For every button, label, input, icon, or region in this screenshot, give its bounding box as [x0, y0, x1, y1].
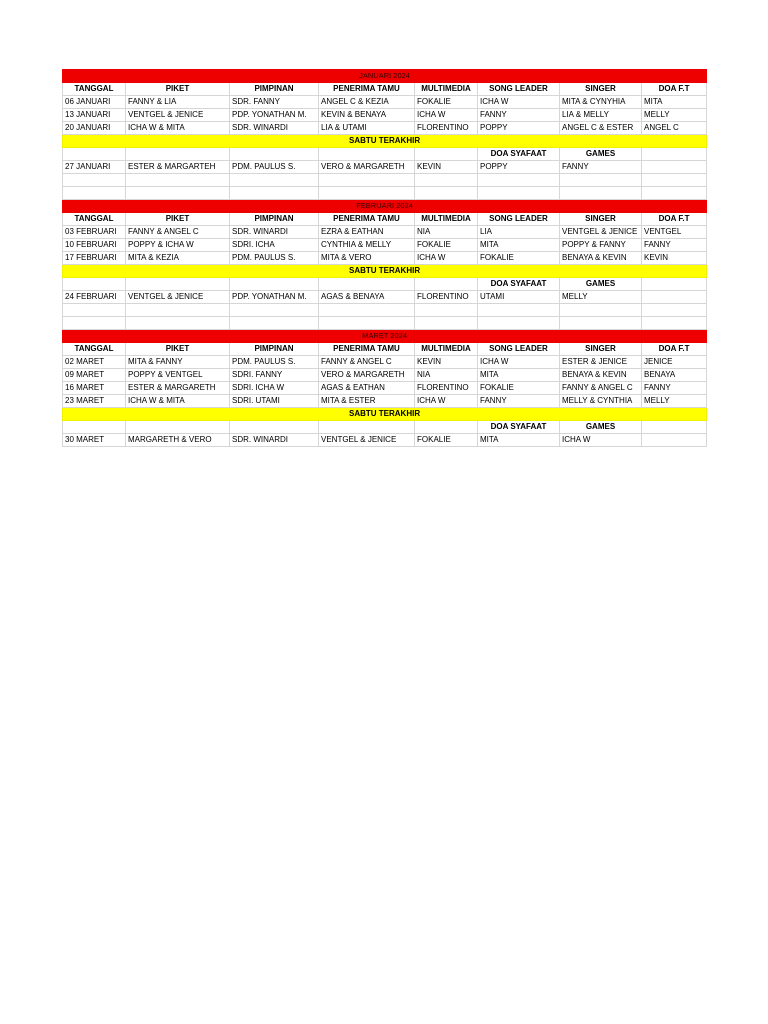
month-title: MARET 2024 — [63, 330, 707, 343]
pimpinan-cell: SDRI. ICHA — [230, 239, 319, 252]
column-header: MULTIMEDIA — [415, 343, 478, 356]
piket-cell: ESTER & MARGARTEH — [126, 161, 230, 174]
empty-cell — [126, 174, 230, 187]
penerima-tamu-cell: FANNY & ANGEL C — [319, 356, 415, 369]
empty-cell — [478, 174, 560, 187]
pimpinan-cell: PDP. YONATHAN M. — [230, 291, 319, 304]
empty-cell — [63, 148, 126, 161]
piket-cell: FANNY & ANGEL C — [126, 226, 230, 239]
empty-cell — [319, 317, 415, 330]
doa-ft-cell: MITA — [642, 96, 707, 109]
empty-cell — [63, 187, 126, 200]
empty-cell — [126, 187, 230, 200]
empty-cell — [319, 174, 415, 187]
penerima-tamu-cell: AGAS & BENAYA — [319, 291, 415, 304]
empty-cell — [319, 148, 415, 161]
column-header: PIKET — [126, 213, 230, 226]
pimpinan-cell: PDM. PAULUS S. — [230, 161, 319, 174]
column-header: SONG LEADER — [478, 343, 560, 356]
empty-cell — [642, 174, 707, 187]
empty-cell — [230, 317, 319, 330]
empty-cell — [126, 278, 230, 291]
column-header: SINGER — [560, 83, 642, 96]
song-leader-cell: LIA — [478, 226, 560, 239]
singer-cell: ICHA W — [560, 434, 642, 447]
penerima-tamu-cell: LIA & UTAMI — [319, 122, 415, 135]
empty-cell — [126, 148, 230, 161]
multimedia-cell: KEVIN — [415, 356, 478, 369]
singer-cell: MITA & CYNYHIA — [560, 96, 642, 109]
doa-ft-cell: KEVIN — [642, 252, 707, 265]
saturday-label: SABTU TERAKHIR — [63, 265, 707, 278]
column-header: TANGGAL — [63, 343, 126, 356]
empty-cell — [642, 304, 707, 317]
penerima-tamu-cell: ANGEL C & KEZIA — [319, 96, 415, 109]
multimedia-cell: FOKALIE — [415, 96, 478, 109]
singer-cell: POPPY & FANNY — [560, 239, 642, 252]
saturday-header-row — [63, 148, 707, 161]
empty-cell — [319, 304, 415, 317]
penerima-tamu-cell: KEVIN & BENAYA — [319, 109, 415, 122]
multimedia-cell: FLORENTINO — [415, 291, 478, 304]
penerima-tamu-cell: MITA & VERO — [319, 252, 415, 265]
empty-cell — [415, 148, 478, 161]
multimedia-cell: NIA — [415, 369, 478, 382]
blank-row — [63, 304, 707, 317]
empty-cell — [642, 317, 707, 330]
empty-cell — [230, 278, 319, 291]
multimedia-cell: FLORENTINO — [415, 122, 478, 135]
saturday-row — [63, 291, 707, 304]
pimpinan-cell: SDR. FANNY — [230, 96, 319, 109]
pimpinan-cell: PDP. YONATHAN M. — [230, 109, 319, 122]
penerima-tamu-cell: CYNTHIA & MELLY — [319, 239, 415, 252]
pimpinan-cell: SDR. WINARDI — [230, 226, 319, 239]
multimedia-cell: FLORENTINO — [415, 382, 478, 395]
column-header: DOA F.T — [642, 343, 707, 356]
saturday-row — [63, 434, 707, 447]
blank-row — [63, 317, 707, 330]
doa-ft-cell: MELLY — [642, 109, 707, 122]
tanggal-cell: 03 FEBRUARI — [63, 226, 126, 239]
singer-cell: FANNY — [560, 161, 642, 174]
doa-ft-cell: FANNY — [642, 239, 707, 252]
column-header: DOA F.T — [642, 83, 707, 96]
column-header: SINGER — [560, 213, 642, 226]
piket-cell: MARGARETH & VERO — [126, 434, 230, 447]
multimedia-cell: KEVIN — [415, 161, 478, 174]
tanggal-cell: 23 MARET — [63, 395, 126, 408]
table-row — [63, 226, 707, 239]
empty-cell — [415, 421, 478, 434]
multimedia-cell: ICHA W — [415, 109, 478, 122]
multimedia-cell: NIA — [415, 226, 478, 239]
saturday-label: SABTU TERAKHIR — [63, 408, 707, 421]
doa-syafaat-header: DOA SYAFAAT — [478, 421, 560, 434]
column-header: MULTIMEDIA — [415, 213, 478, 226]
tanggal-cell: 27 JANUARI — [63, 161, 126, 174]
empty-cell — [642, 148, 707, 161]
empty-cell — [230, 174, 319, 187]
column-header: PIKET — [126, 83, 230, 96]
empty-cell — [642, 187, 707, 200]
empty-cell — [126, 421, 230, 434]
doa-ft-cell: MELLY — [642, 395, 707, 408]
tanggal-cell: 20 JANUARI — [63, 122, 126, 135]
column-header: MULTIMEDIA — [415, 83, 478, 96]
penerima-tamu-cell: AGAS & EATHAN — [319, 382, 415, 395]
month-title-row — [63, 70, 707, 83]
column-header: PIMPINAN — [230, 83, 319, 96]
blank-row — [63, 187, 707, 200]
empty-cell — [560, 317, 642, 330]
month-title: JANUARI 2024 — [63, 70, 707, 83]
empty-cell — [560, 174, 642, 187]
blank-row — [63, 174, 707, 187]
empty-cell — [319, 278, 415, 291]
pimpinan-cell: SDR. WINARDI — [230, 122, 319, 135]
doa-ft-cell: FANNY — [642, 382, 707, 395]
empty-cell — [126, 304, 230, 317]
pimpinan-cell: SDRI. UTAMI — [230, 395, 319, 408]
empty-cell — [478, 304, 560, 317]
doa-ft-cell — [642, 161, 707, 174]
empty-cell — [63, 278, 126, 291]
piket-cell: POPPY & ICHA W — [126, 239, 230, 252]
column-header-row — [63, 213, 707, 226]
empty-cell — [230, 187, 319, 200]
song-leader-cell: MITA — [478, 434, 560, 447]
piket-cell: ESTER & MARGARETH — [126, 382, 230, 395]
tanggal-cell: 10 FEBRUARI — [63, 239, 126, 252]
schedule-sheet — [62, 69, 706, 447]
piket-cell: FANNY & LIA — [126, 96, 230, 109]
table-row — [63, 382, 707, 395]
column-header: SONG LEADER — [478, 213, 560, 226]
column-header: TANGGAL — [63, 83, 126, 96]
song-leader-cell: MITA — [478, 239, 560, 252]
song-leader-cell: FANNY — [478, 109, 560, 122]
multimedia-cell: FOKALIE — [415, 239, 478, 252]
doa-ft-cell — [642, 291, 707, 304]
penerima-tamu-cell: EZRA & EATHAN — [319, 226, 415, 239]
empty-cell — [230, 304, 319, 317]
column-header: PENERIMA TAMU — [319, 343, 415, 356]
saturday-label-row — [63, 408, 707, 421]
tanggal-cell: 06 JANUARI — [63, 96, 126, 109]
song-leader-cell: FANNY — [478, 395, 560, 408]
singer-cell: ESTER & JENICE — [560, 356, 642, 369]
saturday-label-row — [63, 265, 707, 278]
column-header-row — [63, 83, 707, 96]
table-row — [63, 239, 707, 252]
column-header: PENERIMA TAMU — [319, 83, 415, 96]
doa-ft-cell: VENTGEL — [642, 226, 707, 239]
schedule-table — [62, 69, 707, 447]
empty-cell — [319, 187, 415, 200]
doa-ft-cell: BENAYA — [642, 369, 707, 382]
song-leader-cell: POPPY — [478, 122, 560, 135]
empty-cell — [230, 148, 319, 161]
pimpinan-cell: PDM. PAULUS S. — [230, 356, 319, 369]
empty-cell — [560, 304, 642, 317]
tanggal-cell: 17 FEBRUARI — [63, 252, 126, 265]
column-header: DOA F.T — [642, 213, 707, 226]
multimedia-cell: ICHA W — [415, 395, 478, 408]
column-header: PIMPINAN — [230, 343, 319, 356]
saturday-header-row — [63, 421, 707, 434]
table-row — [63, 122, 707, 135]
singer-cell: BENAYA & KEVIN — [560, 252, 642, 265]
column-header: PIMPINAN — [230, 213, 319, 226]
doa-syafaat-header: DOA SYAFAAT — [478, 278, 560, 291]
empty-cell — [478, 187, 560, 200]
empty-cell — [642, 421, 707, 434]
song-leader-cell: FOKALIE — [478, 252, 560, 265]
tanggal-cell: 13 JANUARI — [63, 109, 126, 122]
column-header: PENERIMA TAMU — [319, 213, 415, 226]
column-header-row — [63, 343, 707, 356]
penerima-tamu-cell: VERO & MARGARETH — [319, 369, 415, 382]
column-header: SONG LEADER — [478, 83, 560, 96]
tanggal-cell: 02 MARET — [63, 356, 126, 369]
multimedia-cell: FOKALIE — [415, 434, 478, 447]
singer-cell: FANNY & ANGEL C — [560, 382, 642, 395]
saturday-label: SABTU TERAKHIR — [63, 135, 707, 148]
column-header: SINGER — [560, 343, 642, 356]
song-leader-cell: POPPY — [478, 161, 560, 174]
table-row — [63, 252, 707, 265]
tanggal-cell: 09 MARET — [63, 369, 126, 382]
saturday-label-row — [63, 135, 707, 148]
games-header: GAMES — [560, 148, 642, 161]
empty-cell — [63, 174, 126, 187]
saturday-header-row — [63, 278, 707, 291]
empty-cell — [415, 317, 478, 330]
table-row — [63, 356, 707, 369]
games-header: GAMES — [560, 421, 642, 434]
doa-syafaat-header: DOA SYAFAAT — [478, 148, 560, 161]
empty-cell — [415, 187, 478, 200]
empty-cell — [560, 187, 642, 200]
song-leader-cell: UTAMI — [478, 291, 560, 304]
month-title: FEBRUARI 2024 — [63, 200, 707, 213]
pimpinan-cell: SDRI. FANNY — [230, 369, 319, 382]
column-header: PIKET — [126, 343, 230, 356]
song-leader-cell: MITA — [478, 369, 560, 382]
doa-ft-cell: ANGEL C — [642, 122, 707, 135]
piket-cell: ICHA W & MITA — [126, 122, 230, 135]
empty-cell — [230, 421, 319, 434]
piket-cell: VENTGEL & JENICE — [126, 109, 230, 122]
singer-cell: ANGEL C & ESTER — [560, 122, 642, 135]
singer-cell: BENAYA & KEVIN — [560, 369, 642, 382]
song-leader-cell: ICHA W — [478, 356, 560, 369]
multimedia-cell: ICHA W — [415, 252, 478, 265]
singer-cell: LIA & MELLY — [560, 109, 642, 122]
singer-cell: VENTGEL & JENICE — [560, 226, 642, 239]
song-leader-cell: ICHA W — [478, 96, 560, 109]
column-header: TANGGAL — [63, 213, 126, 226]
singer-cell: MELLY — [560, 291, 642, 304]
pimpinan-cell: SDRI. ICHA W — [230, 382, 319, 395]
table-row — [63, 369, 707, 382]
games-header: GAMES — [560, 278, 642, 291]
pimpinan-cell: PDM. PAULUS S. — [230, 252, 319, 265]
empty-cell — [63, 421, 126, 434]
month-title-row — [63, 200, 707, 213]
empty-cell — [415, 278, 478, 291]
empty-cell — [478, 317, 560, 330]
tanggal-cell: 16 MARET — [63, 382, 126, 395]
empty-cell — [63, 304, 126, 317]
pimpinan-cell: SDR. WINARDI — [230, 434, 319, 447]
tanggal-cell: 30 MARET — [63, 434, 126, 447]
piket-cell: ICHA W & MITA — [126, 395, 230, 408]
table-row — [63, 395, 707, 408]
empty-cell — [642, 278, 707, 291]
empty-cell — [126, 317, 230, 330]
piket-cell: VENTGEL & JENICE — [126, 291, 230, 304]
empty-cell — [63, 317, 126, 330]
penerima-tamu-cell: MITA & ESTER — [319, 395, 415, 408]
table-row — [63, 109, 707, 122]
tanggal-cell: 24 FEBRUARI — [63, 291, 126, 304]
table-row — [63, 96, 707, 109]
piket-cell: MITA & KEZIA — [126, 252, 230, 265]
saturday-row — [63, 161, 707, 174]
empty-cell — [415, 174, 478, 187]
empty-cell — [415, 304, 478, 317]
doa-ft-cell — [642, 434, 707, 447]
piket-cell: POPPY & VENTGEL — [126, 369, 230, 382]
singer-cell: MELLY & CYNTHIA — [560, 395, 642, 408]
empty-cell — [319, 421, 415, 434]
penerima-tamu-cell: VENTGEL & JENICE — [319, 434, 415, 447]
doa-ft-cell: JENICE — [642, 356, 707, 369]
song-leader-cell: FOKALIE — [478, 382, 560, 395]
month-title-row — [63, 330, 707, 343]
piket-cell: MITA & FANNY — [126, 356, 230, 369]
penerima-tamu-cell: VERO & MARGARETH — [319, 161, 415, 174]
